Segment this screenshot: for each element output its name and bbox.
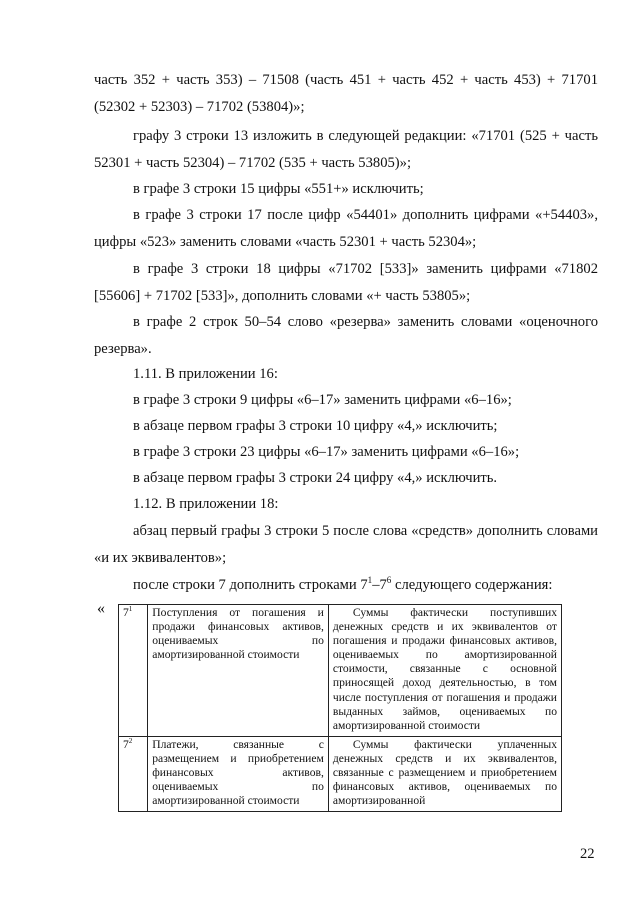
- paragraph-2: графу 3 строки 13 изложить в следующей редакции: «71701 (525 + часть 52301 + часть 52304) – 71702 (535 + часть 53805)»;: [94, 128, 598, 171]
- paragraph-12: 1.12. В приложении 18:: [133, 496, 279, 512]
- paragraph-14: [94, 572, 598, 599]
- page-number: 22: [580, 846, 595, 862]
- paragraph-11: в абзаце первом графы 3 строки 24 цифру «4,» исключить.: [133, 470, 498, 486]
- row-name-cell: Платежи, связанные с размещением и приобретением финансовых активов, оцениваемых по амортизированной стоимости: [148, 736, 329, 811]
- p14-dash: –7: [372, 577, 387, 593]
- rows-table: [118, 604, 562, 812]
- row-number-cell: [119, 736, 148, 811]
- row-number-sup: 2: [128, 736, 133, 745]
- row-name-cell: Поступления от погашения и продажи финансовых активов, оцениваемых по амортизированной стоимости: [148, 605, 329, 737]
- p14-sup2: 6: [386, 575, 392, 586]
- paragraph-6: в графе 2 строк 50–54 слово «резерва» заменить словами «оценочного резерва».: [94, 314, 598, 357]
- table-row: [119, 605, 562, 737]
- p14-sup1: 1: [367, 575, 373, 586]
- paragraph-4: в графе 3 строки 17 после цифр «54401» дополнить цифрами «+54403», цифры «523» заменить словами «часть 52301 + часть 52304»;: [94, 207, 598, 250]
- paragraph-7: 1.11. В приложении 16:: [133, 366, 278, 382]
- row-number-cell: [119, 605, 148, 737]
- row-number: 7: [123, 737, 129, 751]
- p14-before: после строки 7 дополнить строками 7: [133, 577, 368, 593]
- paragraph-3: в графе 3 строки 15 цифры «551+» исключить;: [133, 181, 424, 197]
- paragraph-1: часть 352 + часть 353) – 71508 (часть 451 + часть 452 + часть 453) + 71701 (52302 + 52303) – 71702 (53804)»;: [94, 72, 598, 115]
- row-description-cell: Суммы фактически уплаченных денежных средств и их эквивалентов, связанные с размещением и приобретением финансовых активов, оцениваемых по амортизированной: [328, 736, 561, 811]
- row-number: 7: [123, 606, 129, 619]
- p14-after: следующего содержания:: [391, 577, 553, 593]
- row-description-cell: Суммы фактически поступивших денежных средств и их эквивалентов от погашения и продажи финансовых активов, оцениваемых по амортизированной стоимости, связанные с основной приносящей доход деятельностью, в том числе поступления от погашения и продажи выданных займов, оцениваемых по амортизированной стоимости: [328, 605, 561, 737]
- opening-quote: «: [97, 600, 105, 617]
- row-number-sup: 1: [128, 605, 133, 614]
- paragraph-13: абзац первый графы 3 строки 5 после слова «средств» дополнить словами «и их эквивалентов»;: [94, 523, 598, 566]
- paragraph-5: в графе 3 строки 18 цифры «71702 [533]» заменить цифрами «71802 [55606] + 71702 [533]», дополнить словами «+ часть 53805»;: [94, 261, 598, 304]
- paragraph-9: в абзаце первом графы 3 строки 10 цифру «4,» исключить;: [133, 418, 498, 434]
- table-row: [119, 736, 562, 811]
- paragraph-10: в графе 3 строки 23 цифры «6–17» заменить цифрами «6–16»;: [133, 444, 520, 460]
- paragraph-8: в графе 3 строки 9 цифры «6–17» заменить цифрами «6–16»;: [133, 392, 512, 408]
